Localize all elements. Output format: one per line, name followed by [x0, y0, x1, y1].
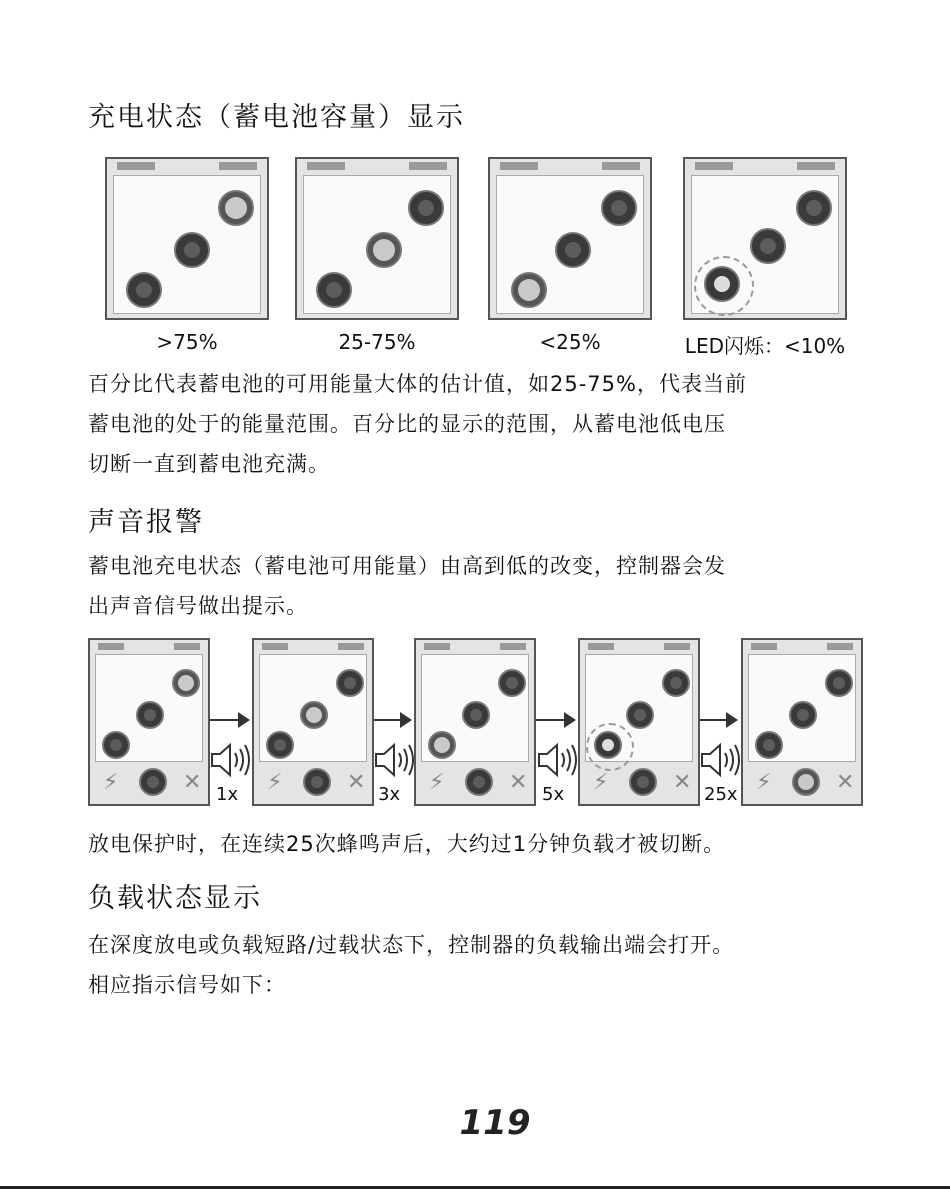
led-middle [789, 701, 817, 729]
alarm-description: 蓄电池充电状态（蓄电池可用能量）由高到低的改变，控制器会发 出声音信号做出提示。 [88, 554, 726, 618]
led-top [172, 669, 200, 697]
alarm-panel-2 [252, 638, 374, 806]
alarm-panel-1 [88, 638, 210, 806]
page-number: 119 [459, 1103, 531, 1143]
alarm-panel-3 [414, 638, 536, 806]
load-off-icon: ✕ [836, 770, 855, 795]
pv-icon: ⚡ [429, 770, 445, 795]
speaker-icon [208, 740, 254, 780]
led-top [336, 669, 364, 697]
arrow-2-head [400, 712, 412, 728]
caption-mid: 25-75% [338, 330, 416, 354]
led-top [796, 190, 832, 226]
speaker-icon [535, 740, 581, 780]
arrow-4 [700, 719, 728, 721]
led-bottom-flashing [594, 731, 622, 759]
led-top [825, 669, 853, 697]
charge-panel-mid [295, 157, 459, 320]
caption-high: >75% [156, 330, 218, 354]
led-middle [555, 232, 591, 268]
led-bottom [428, 731, 456, 759]
alarm-panel-5 [741, 638, 863, 806]
beep-count-1: 1x [216, 784, 239, 805]
load-led [629, 768, 657, 796]
beep-count-4: 25x [704, 784, 738, 805]
led-bottom [755, 731, 783, 759]
led-middle [366, 232, 402, 268]
load-off-icon: ✕ [509, 770, 528, 795]
led-middle [300, 701, 328, 729]
led-bottom [316, 272, 352, 308]
pv-icon: ⚡ [756, 770, 772, 795]
led-bottom [266, 731, 294, 759]
led-bottom [126, 272, 162, 308]
led-bottom [102, 731, 130, 759]
charge-panel-high [105, 157, 269, 320]
load-off-icon: ✕ [347, 770, 366, 795]
led-top [408, 190, 444, 226]
speaker-icon [372, 740, 418, 780]
led-middle [626, 701, 654, 729]
arrow-3-head [564, 712, 576, 728]
led-top [601, 190, 637, 226]
load-off-icon: ✕ [183, 770, 202, 795]
load-led-on [792, 768, 820, 796]
pv-icon: ⚡ [593, 770, 609, 795]
section-title-load-status: 负载状态显示 [88, 883, 262, 914]
load-description: 在深度放电或负载短路/过载状态下，控制器的负载输出端会打开。 相应指示信号如下： [88, 933, 735, 997]
section-title-sound-alarm: 声音报警 [88, 507, 204, 538]
arrow-1 [210, 719, 240, 721]
led-middle [750, 228, 786, 264]
led-top [498, 669, 526, 697]
section-title-charge-status: 充电状态（蓄电池容量）显示 [88, 102, 465, 133]
speaker-icon [698, 740, 744, 780]
led-middle [136, 701, 164, 729]
pv-icon: ⚡ [103, 770, 119, 795]
led-top [662, 669, 690, 697]
caption-critical: LED闪烁：<10% [684, 334, 846, 358]
arrow-3 [536, 719, 566, 721]
led-bottom [511, 272, 547, 308]
charge-panel-low [488, 157, 652, 320]
arrow-2 [374, 719, 402, 721]
load-led [303, 768, 331, 796]
led-bottom-flashing [704, 266, 740, 302]
alarm-panel-4 [578, 638, 700, 806]
load-led [139, 768, 167, 796]
led-middle [174, 232, 210, 268]
charge-panel-critical [683, 157, 847, 320]
arrow-1-head [238, 712, 250, 728]
alarm-note: 放电保护时，在连续25次蜂鸣声后，大约过1分钟负载才被切断。 [88, 832, 726, 856]
led-top [218, 190, 254, 226]
led-middle [462, 701, 490, 729]
arrow-4-head [726, 712, 738, 728]
charge-description: 百分比代表蓄电池的可用能量大体的估计值，如25-75%，代表当前 蓄电池的处于的能量范围。百分比的显示的范围，从蓄电池低电压 切断一直到蓄电池充满。 [88, 372, 747, 476]
pv-icon: ⚡ [267, 770, 283, 795]
caption-low: <25% [539, 330, 601, 354]
beep-count-2: 3x [378, 784, 401, 805]
load-led [465, 768, 493, 796]
load-off-icon: ✕ [673, 770, 692, 795]
beep-count-3: 5x [542, 784, 565, 805]
